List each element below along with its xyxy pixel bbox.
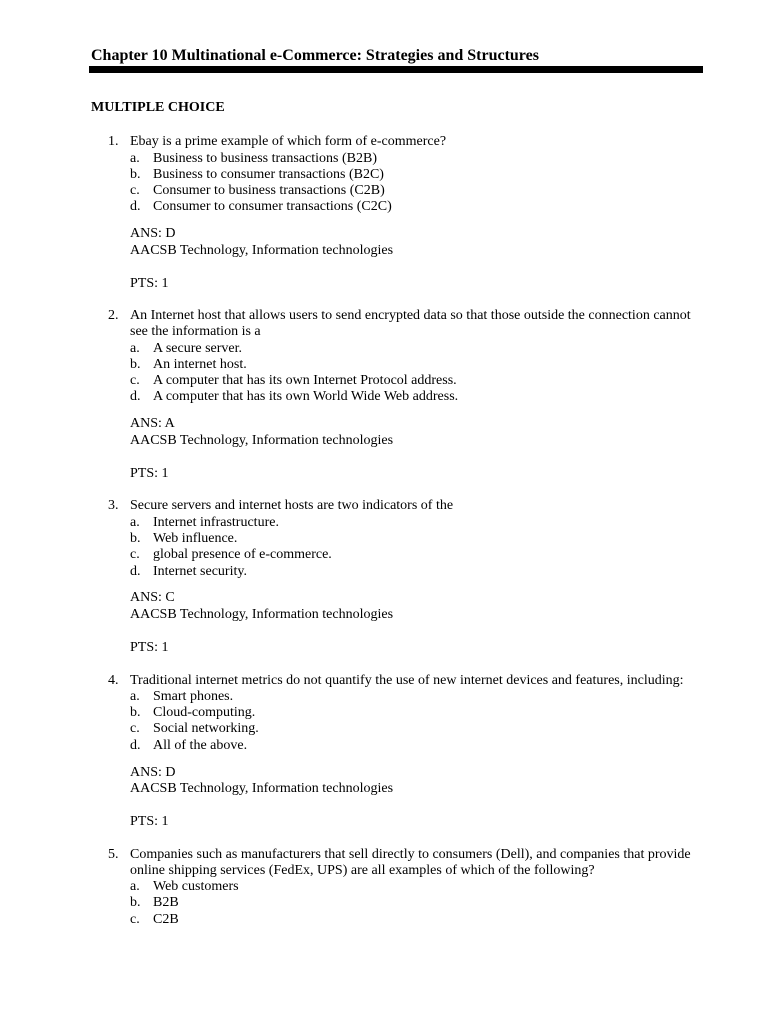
option-letter: b.	[130, 705, 141, 720]
option-text: A computer that has its own World Wide Web address.	[153, 389, 459, 404]
points-line: PTS: 1	[130, 640, 169, 655]
option-letter: d.	[130, 389, 141, 404]
option-text: An internet host.	[153, 357, 247, 372]
option-letter: c.	[130, 721, 140, 736]
option-text: A computer that has its own Internet Protocol address.	[153, 373, 457, 388]
option-letter: b.	[130, 167, 141, 182]
option-text: global presence of e-commerce.	[153, 547, 332, 562]
answer-line: ANS: D	[130, 765, 176, 780]
option-letter: c.	[130, 547, 140, 562]
question-3-number: 3.	[108, 498, 119, 513]
question-2-stem: An Internet host that allows users to send encrypted data so that those outside the connection cannot	[130, 308, 691, 323]
option-letter: a.	[130, 151, 140, 166]
question-5-stem-cont: online shipping services (FedEx, UPS) are all examples of which of the following?	[130, 863, 595, 878]
aacsb-line: AACSB Technology, Information technologies	[130, 243, 394, 258]
option-text: Smart phones.	[153, 689, 234, 704]
option-text: C2B	[153, 912, 179, 927]
option-letter: c.	[130, 373, 140, 388]
option-letter: b.	[130, 895, 141, 910]
points-line: PTS: 1	[130, 466, 169, 481]
points-line: PTS: 1	[130, 276, 169, 291]
answer-line: ANS: C	[130, 590, 175, 605]
option-text: Business to business transactions (B2B)	[153, 151, 377, 166]
option-letter: d.	[130, 199, 141, 214]
option-text: B2B	[153, 895, 179, 910]
question-2-number: 2.	[108, 308, 119, 323]
question-1-stem: Ebay is a prime example of which form of e-commerce?	[130, 134, 447, 149]
answer-line: ANS: D	[130, 226, 176, 241]
points-line: PTS: 1	[130, 814, 169, 829]
answer-line: ANS: A	[130, 416, 175, 431]
option-text: A secure server.	[153, 341, 243, 356]
question-2-stem-cont: see the information is a	[130, 324, 261, 339]
option-letter: a.	[130, 341, 140, 356]
option-letter: c.	[130, 183, 140, 198]
aacsb-line: AACSB Technology, Information technologies	[130, 607, 394, 622]
option-letter: a.	[130, 689, 140, 704]
option-text: Social networking.	[153, 721, 259, 736]
option-text: Consumer to business transactions (C2B)	[153, 183, 385, 198]
option-letter: b.	[130, 357, 141, 372]
question-3-stem: Secure servers and internet hosts are two indicators of the	[130, 498, 454, 513]
question-4-stem: Traditional internet metrics do not quantify the use of new internet devices and features, including:	[130, 673, 684, 688]
option-text: Internet security.	[153, 564, 247, 579]
option-text: Internet infrastructure.	[153, 515, 279, 530]
title-rule	[89, 66, 703, 73]
option-letter: a.	[130, 515, 140, 530]
chapter-title: Chapter 10 Multinational e-Commerce: Strategies and Structures	[91, 47, 539, 64]
option-letter: d.	[130, 564, 141, 579]
option-letter: c.	[130, 912, 140, 927]
option-text: All of the above.	[153, 738, 248, 753]
option-text: Consumer to consumer transactions (C2C)	[153, 199, 392, 214]
section-heading: MULTIPLE CHOICE	[91, 100, 225, 115]
aacsb-line: AACSB Technology, Information technologies	[130, 781, 394, 796]
question-5-number: 5.	[108, 847, 119, 862]
option-text: Web influence.	[153, 531, 238, 546]
option-text: Business to consumer transactions (B2C)	[153, 167, 384, 182]
option-letter: d.	[130, 738, 141, 753]
option-letter: a.	[130, 879, 140, 894]
question-1-number: 1.	[108, 134, 119, 149]
option-letter: b.	[130, 531, 141, 546]
question-4-number: 4.	[108, 673, 119, 688]
aacsb-line: AACSB Technology, Information technologies	[130, 433, 394, 448]
question-5-stem: Companies such as manufacturers that sell directly to consumers (Dell), and companies that provide	[130, 847, 691, 862]
option-text: Cloud-computing.	[153, 705, 256, 720]
option-text: Web customers	[153, 879, 239, 894]
